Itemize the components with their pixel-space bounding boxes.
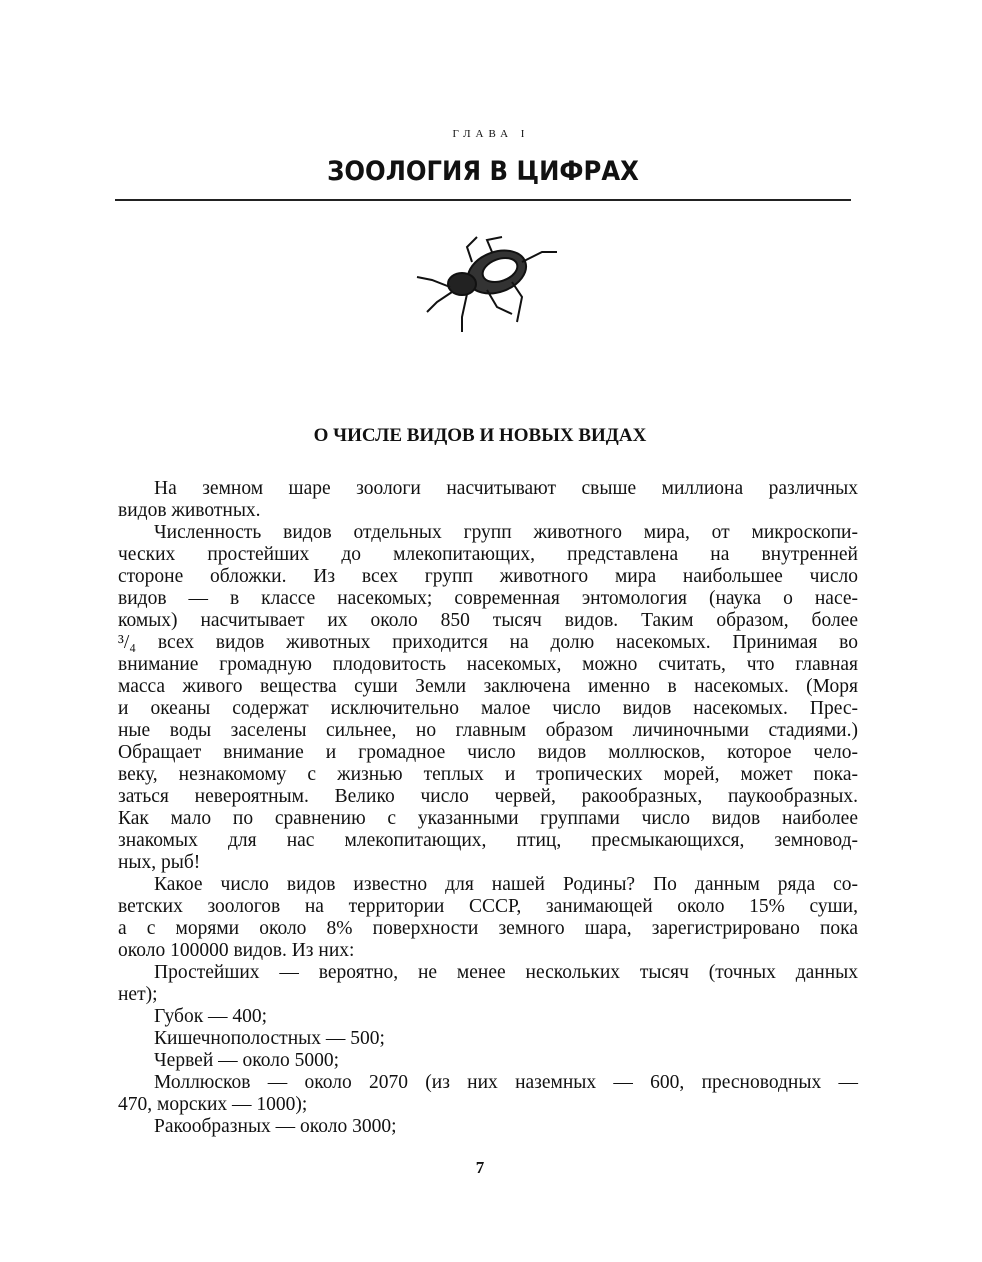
section-title: О ЧИСЛЕ ВИДОВ И НОВЫХ ВИДАХ: [313, 425, 647, 446]
text-line: около 100000 видов. Из них:: [118, 940, 355, 961]
text-line: нет);: [118, 984, 158, 1005]
text-line: Как мало по сравнению с указанными группами число видов наиболее: [118, 808, 858, 829]
text-line: Численность видов отдельных групп животного мира, от микроскопи-: [154, 522, 858, 543]
text-line: Простейших — вероятно, не менее нескольких тысяч (точных данных: [154, 962, 858, 983]
text-line: Какое число видов известно для нашей Родины? По данным ряда со-: [154, 874, 858, 895]
text-line: внимание громадную плодовитость насекомых, можно считать, что главная: [118, 654, 858, 675]
text-line: и океаны содержат исключительно малое число видов насекомых. Прес-: [118, 698, 858, 719]
text-line: Губок — 400;: [154, 1006, 268, 1027]
text-line: знакомых для нас млекопитающих, птиц, пресмыкающихся, земновод-: [118, 830, 858, 851]
title-divider: [115, 199, 851, 201]
text-line: ³/₄ всех видов животных приходится на долю насекомых. Принимая во: [118, 632, 858, 653]
text-line: Ракообразных — около 3000;: [154, 1116, 397, 1137]
page-number: 7: [475, 1158, 485, 1177]
beetle-illustration: [412, 232, 562, 337]
chapter-title: ЗООЛОГИЯ В ЦИФРАХ: [327, 156, 639, 187]
body-text: [118, 478, 858, 1138]
text-line: Моллюсков — около 2070 (из них наземных — 600, пресноводных —: [154, 1072, 858, 1093]
text-line: На земном шаре зоологи насчитывают свыше миллиона различных: [154, 478, 858, 499]
text-line: 470, морских — 1000);: [118, 1094, 308, 1115]
text-line: веку, незнакомому с жизнью теплых и тропических морей, может пока-: [118, 764, 858, 785]
text-line: Кишечнополостных — 500;: [154, 1028, 385, 1049]
text-line: комых) насчитывает их около 850 тысяч видов. Таким образом, более: [118, 610, 858, 631]
text-line: видов животных.: [118, 500, 261, 521]
text-line: а с морями около 8% поверхности земного шара, зарегистрировано пока: [118, 918, 858, 939]
text-line: масса живого вещества суши Земли заключена именно в насекомых. (Моря: [118, 676, 858, 697]
text-line: заться невероятным. Велико число червей, ракообразных, паукообразных.: [118, 786, 858, 807]
chapter-label: ГЛАВА I: [452, 128, 530, 140]
text-line: ные воды заселены сильнее, но главным образом личиночными стадиями.): [118, 720, 858, 741]
text-line: ческих простейших до млекопитающих, представлена на внутренней: [118, 544, 858, 565]
text-line: ных, рыб!: [118, 852, 201, 873]
text-line: стороне обложки. Из всех групп животного мира наибольшее число: [118, 566, 858, 587]
text-line: Обращает внимание и громадное число видов моллюсков, которое чело-: [118, 742, 858, 763]
text-line: видов — в классе насекомых; современная энтомология (наука о насе-: [118, 588, 858, 609]
text-line: ветских зоологов на территории СССР, занимающей около 15% суши,: [118, 896, 858, 917]
text-line: Червей — около 5000;: [154, 1050, 340, 1071]
